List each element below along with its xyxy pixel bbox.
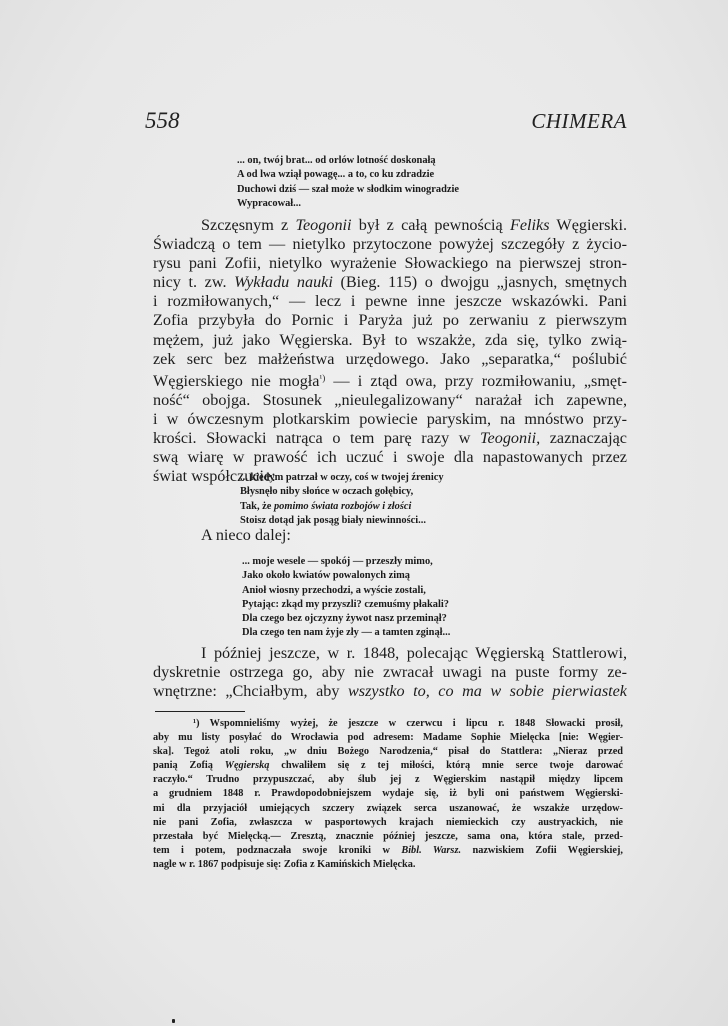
text-line: i w ówczesnym plotkarskim powiecie paryskim, na mnóstwo przy- <box>153 409 627 428</box>
running-head: CHIMERA <box>531 109 627 133</box>
verse-line: ... kiedym patrzał w oczy, coś w twojej źrenicy <box>240 472 444 483</box>
footnote-line: nagle w r. 1867 podpisuje się: Zofia z Kamińskich Mielęcka. <box>153 858 416 870</box>
footnote-line: aby mu listy posyłać do Wrocławia pod adresem: Madame Sophie Mielęcka [nie: Węgier- <box>153 732 623 744</box>
text-line: Świadczą o tem — nietylko przytoczone powyżej szczegóły z życio- <box>153 235 627 254</box>
text-line <box>153 369 627 391</box>
verse-line <box>240 500 444 514</box>
text-run: wnętrzne: „Chciałbym, aby <box>153 682 348 701</box>
italic-run: Bibl. Warsz. <box>401 844 462 856</box>
text-run: krości. Słowacki natrąca o tem parę razy w <box>153 429 481 448</box>
paragraph-2 <box>153 644 627 701</box>
verse-line: Jako około kwiatów powalonych zimą <box>242 570 411 582</box>
text-run: tem i potem, podznaczała swoje kroniki w <box>153 844 402 856</box>
verse-line: Błysnęło niby słońce w oczach gołębicy, <box>240 486 414 498</box>
footnote-line: a grudniem 1848 r. Prawdopodobniejszem wydaje się, iż byli oni państwem Węgierski- <box>153 788 623 800</box>
text-line <box>153 216 627 235</box>
text-line: rysu pani Zofii, nietylko wyrażenie Słowackiego na pierwszej stron- <box>153 254 627 273</box>
page-header <box>145 108 627 138</box>
text-line: ność“ obojga. Stosunek „nieulegalizowany“ narażał ich zapewne, <box>153 390 627 409</box>
footnote-line <box>153 759 623 773</box>
text-line <box>153 682 627 701</box>
text-line <box>153 429 627 448</box>
text-line: swą wiarę w prawość ich uczuć i swoje dla napastowanych przez <box>153 448 627 467</box>
verse-line: Wypracował... <box>237 197 301 209</box>
text-line: mężem, już jako Węgierska. Był to wszakże, zda się, tylko zwią- <box>153 330 627 349</box>
verse-quote-1 <box>237 154 459 211</box>
paragraph-1 <box>153 216 627 486</box>
text-run: panią Zofią <box>153 760 225 772</box>
text-run: zaznaczając <box>540 429 627 448</box>
verse-line: Dla czego bez ojczyzny żywot nasz przeminął? <box>242 613 447 625</box>
text-run: (Bieg. 115) o dwojgu „jasnych, smętnych <box>332 273 627 292</box>
verse-quote-2 <box>240 471 444 528</box>
text-line: Zofia przybyła do Pornic i Paryża już po zerwaniu z pierwszym <box>153 311 627 330</box>
footnote-reference[interactable]: ¹) <box>319 372 326 383</box>
footnote <box>153 717 623 872</box>
italic-run: pomimo świata rozbojów i złości <box>273 500 412 512</box>
text-line: zek serc bez małżeństwa urzędowego. Jako „separatka,“ poślubić <box>153 349 627 368</box>
text-run: Węgierski. <box>549 216 627 234</box>
footnote-line: raczyło.“ Trudno przypuszczać, aby ślub jej z Węgierskim nastąpił między lipcem <box>153 774 623 786</box>
verse-line: ... moje wesele — spokój — przeszły mimo, <box>242 556 433 567</box>
title-teogonii: Teogonii <box>295 216 352 234</box>
text-run: Tak, że <box>240 500 274 512</box>
footnote-line: ska]. Tegoż atoli roku, „w dniu Bożego Narodzenia,“ pisał do Stattlera: „Nieraz przed <box>153 746 623 758</box>
footnote-divider <box>155 711 245 712</box>
italic-run: wszystko to, co ma w sobie pierwiastek <box>347 682 627 701</box>
text-run: Węgierskiego nie mogła <box>153 371 320 390</box>
title-teogonii: Teogonii, <box>480 429 541 448</box>
text-run: chwaliłem się z tej miłości, którą mnie serce twoje darować <box>269 760 623 772</box>
text-run: był z całą pewnością <box>351 216 510 234</box>
footnote-line: ¹) Wspomnieliśmy wyżej, że jeszcze w czerwcu i lipcu r. 1848 Słowacki prosił, <box>193 718 623 729</box>
text-line: dyskretnie ostrzega go, aby nie zwracał uwagi na puste formy ze- <box>153 663 627 682</box>
verse-line: Pytając: zkąd my przyszli? czemuśmy płakali? <box>242 598 449 610</box>
footnote-line: mi dla przyjaciół umiejących szczery związek serca uszanować, że wszakże urzędow- <box>153 802 623 814</box>
page-number: 558 <box>145 108 180 133</box>
verse-line: Stoisz dotąd jak posąg biały niewinności... <box>240 514 426 526</box>
verse-line: Duchowi dziś — szał może w słodkim winogradzie <box>237 183 459 195</box>
title-wykladu-nauki: Wykładu nauki <box>234 273 333 292</box>
text-line: i rozmiłowanych,“ — lecz i pewne inne jeszcze wskazówki. Pani <box>153 292 627 311</box>
verse-quote-3 <box>242 555 450 641</box>
footnote-line <box>153 844 623 858</box>
name-feliks: Feliks <box>509 216 550 234</box>
verse-line: A od lwa wziął powagę... a to, co ku zdradzie <box>237 169 435 181</box>
text-line: I później jeszcze, w r. 1848, polecając Węgierską Stattlerowi, <box>201 644 627 662</box>
text-line: świat współczucie: <box>153 467 276 486</box>
italic-run: Węgierską <box>224 760 270 772</box>
text-run: — i ztąd owa, przy rozmiłowaniu, „smęt- <box>325 371 627 390</box>
footnote-line: przestała być Mielęcką.— Zresztą, znacznie później jeszcze, sama ona, która stale, przed- <box>153 830 623 842</box>
text-run: nazwiskiem Zofii Węgierskiej, <box>461 844 623 856</box>
text-run: Szczęsnym z <box>201 216 296 234</box>
verse-line: Dla czego ten nam żyje zły — a tamten zginął... <box>242 627 451 639</box>
text-line <box>153 273 627 292</box>
verse-line: ... on, twój brat... od orlów lotność doskonałą <box>237 155 436 166</box>
text-run: nicy t. zw. <box>153 273 235 292</box>
transition-line: A nieco dalej: <box>201 526 291 544</box>
paper-speck <box>172 1019 175 1023</box>
verse-line: Anioł wiosny przechodzi, a wyście zostali, <box>242 584 426 596</box>
footnote-line: nie pani Zofia, zwłaszcza w pasportowych krajach niemieckich czy austryackich, nie <box>153 816 623 828</box>
